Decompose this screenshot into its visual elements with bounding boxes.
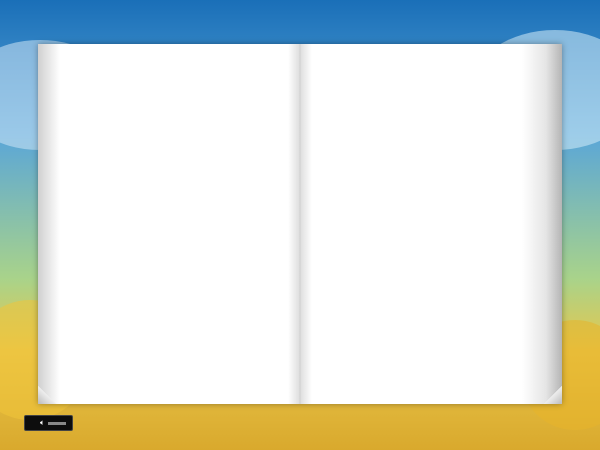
left-page[interactable] [38, 44, 300, 404]
ink-wash-decoration [38, 44, 60, 404]
bottom-toolbar [24, 415, 580, 431]
page-curl-corner-left[interactable] [38, 386, 56, 404]
top-toolbar [30, 20, 578, 36]
right-page[interactable] [300, 44, 562, 404]
page-curl-corner-right[interactable] [544, 386, 562, 404]
speaker-icon[interactable]: 🔈︎ [40, 418, 45, 427]
audio-player [24, 415, 73, 431]
book [38, 44, 562, 404]
contents-seal [534, 208, 556, 256]
book-spine [288, 44, 312, 404]
volume-slider[interactable] [48, 422, 66, 425]
